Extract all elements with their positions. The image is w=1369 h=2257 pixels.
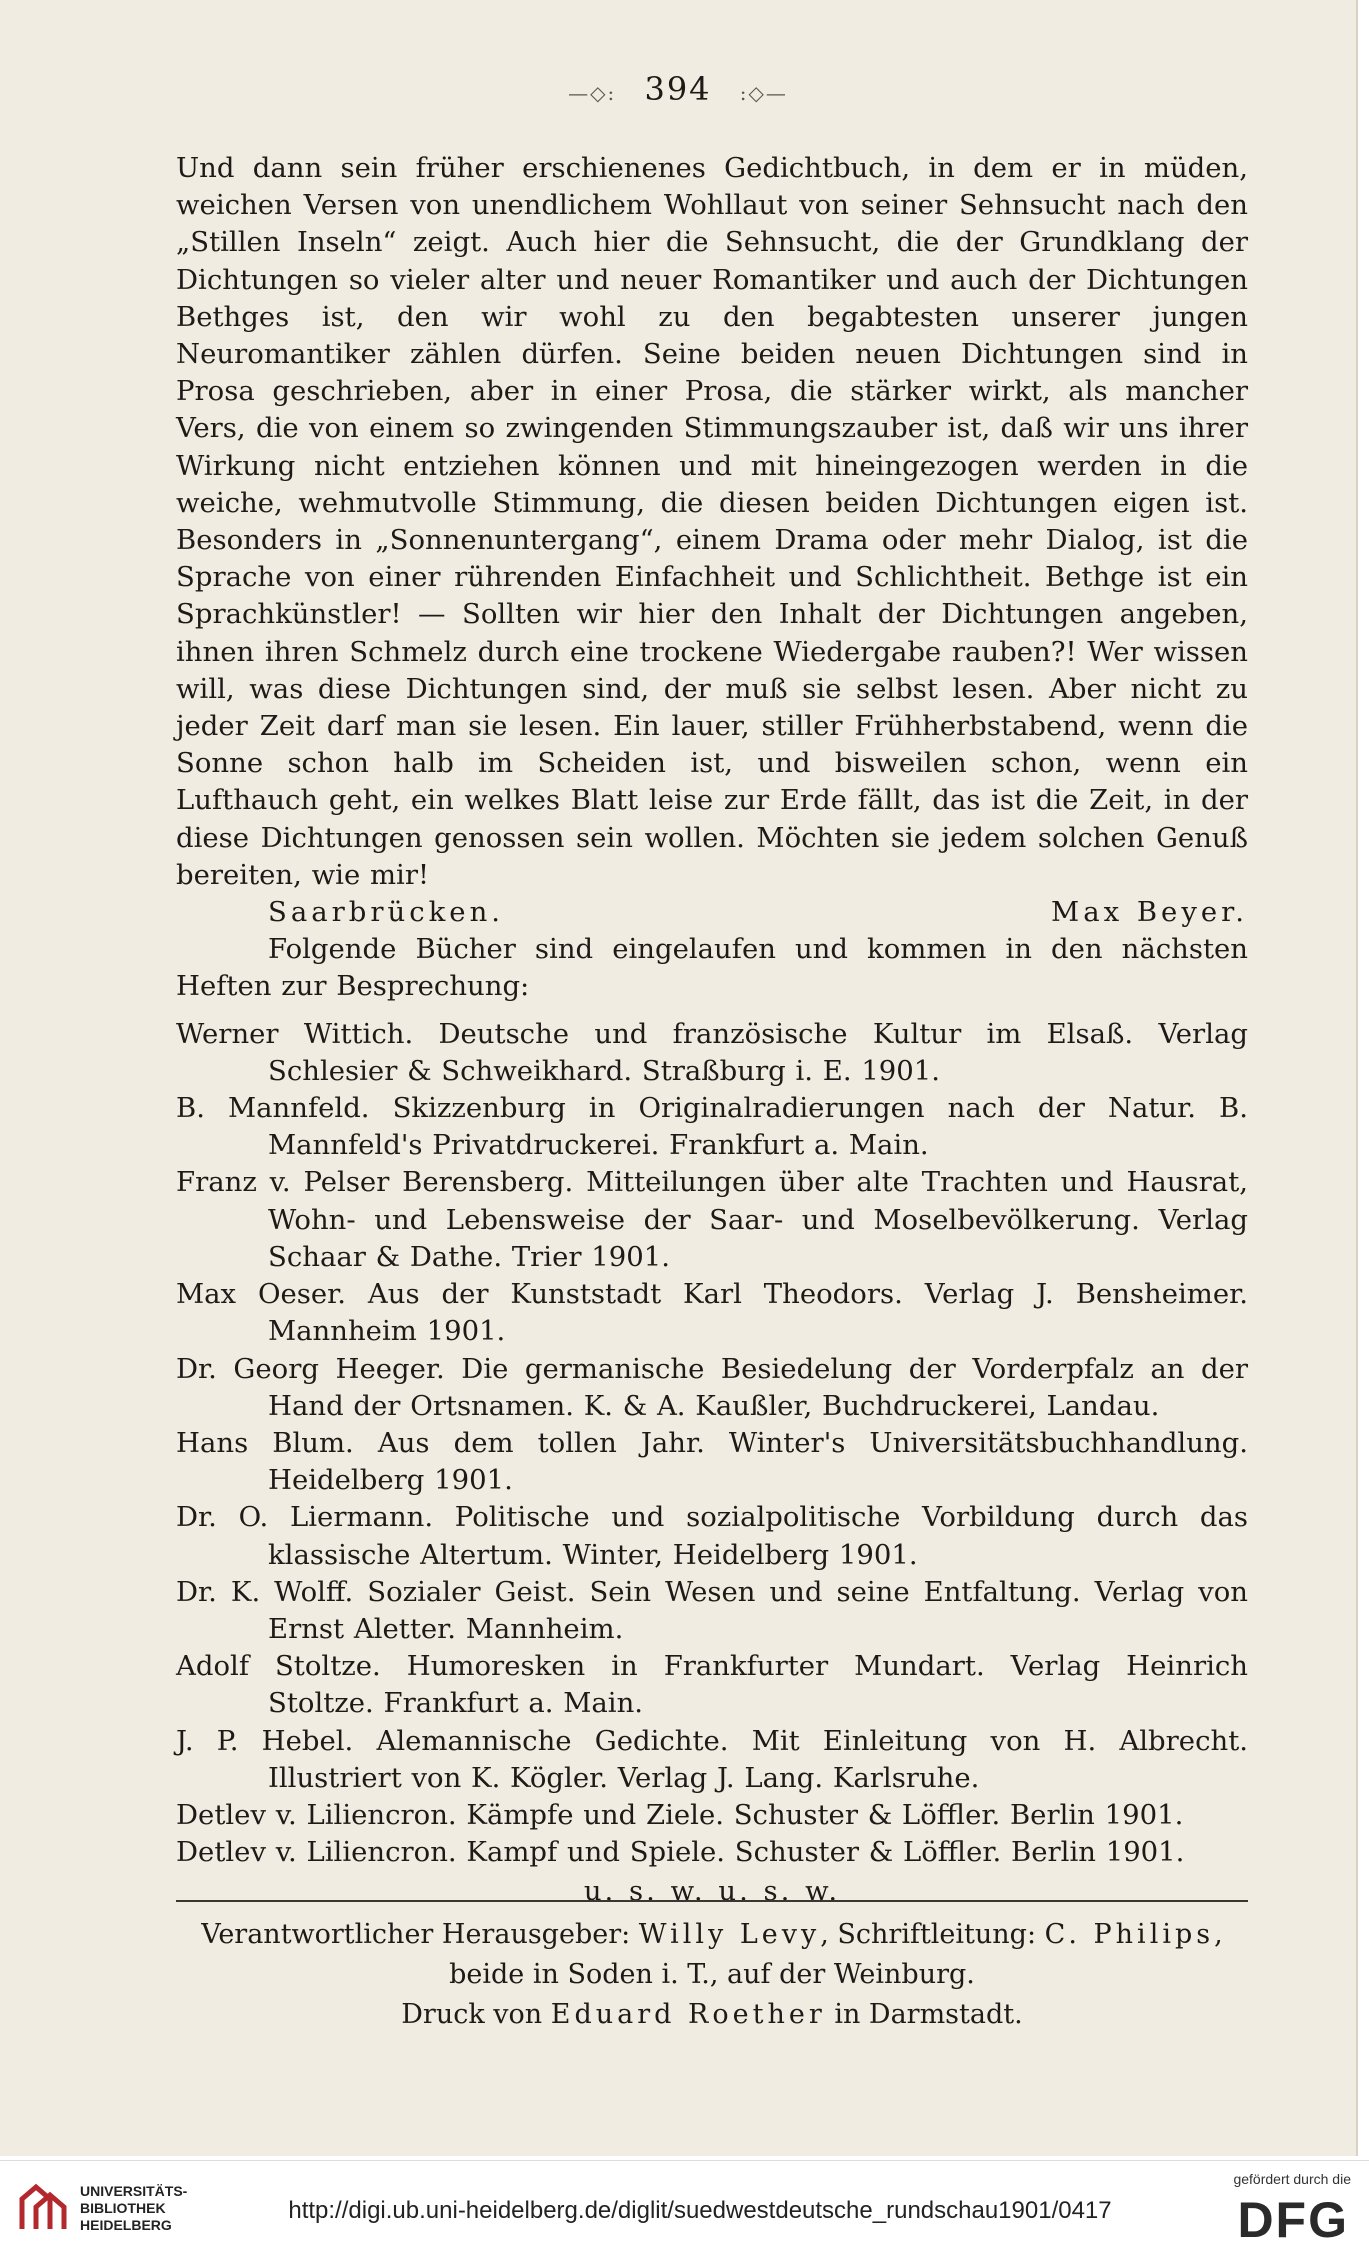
signature-row [176, 894, 1248, 931]
book-entry: Adolf Stoltze. Humoresken in Frankfurter Mundart. Verlag Heinrich Stoltze. Frankfurt a. Main. [176, 1650, 1248, 1720]
imprint-comma: , [1214, 1919, 1223, 1950]
book-entry: Detlev v. Liliencron. Kämpfe und Ziele. Schuster & Löffler. Berlin 1901. [176, 1798, 1184, 1831]
imprint-editor-2: C. Philips [1044, 1919, 1215, 1950]
library-name-line-2: BIBLIOTHEK [80, 2200, 166, 2216]
signature-place: Saarbrücken. [268, 896, 505, 929]
book-entry: J. P. Hebel. Alemannische Gedichte. Mit Einleitung von H. Albrecht. Illustriert von K. Kögler. Verlag J. Lang. Karlsruhe. [176, 1724, 1248, 1794]
viewer-footer [0, 2160, 1369, 2257]
imprint-editor: Willy Levy [638, 1919, 821, 1950]
page-number [0, 70, 1356, 108]
main-text [176, 150, 1248, 1911]
imprint-line-3 [176, 1995, 1248, 2035]
page-number-value: 394 [644, 70, 712, 108]
university-library-logo-icon [14, 2179, 72, 2237]
book-entry: Detlev v. Liliencron. Kampf und Spiele. Schuster & Löffler. Berlin 1901. [176, 1836, 1185, 1869]
library-name-line-3: HEIDELBERG [80, 2217, 172, 2233]
page-number-ornament-left: —◇: [568, 81, 617, 105]
book-entry: Franz v. Pelser Berensberg. Mitteilungen über alte Trachten und Hausrat, Wohn- und Lebensweise der Saar- und Moselbevölkerung. Verlag Schaar & Dathe. Trier 1901. [176, 1166, 1248, 1273]
book-entry: B. Mannfeld. Skizzenburg in Originalradierungen nach der Natur. B. Mannfeld's Privatdruckerei. Frankfurt a. Main. [176, 1092, 1248, 1162]
funding-label: gefördert durch die [1233, 2171, 1351, 2187]
imprint-print-label: Druck von [401, 1999, 551, 2030]
page-number-ornament-right: :◇— [739, 81, 788, 105]
book-entry: Hans Blum. Aus dem tollen Jahr. Winter's Universitätsbuchhandlung. Heidelberg 1901. [176, 1426, 1248, 1497]
book-entry: Dr. Georg Heeger. Die germanische Besiedelung der Vorderpfalz an der Hand der Ortsnamen. K. & A. Kaußler, Buchdruckerei, Landau. [176, 1352, 1248, 1422]
imprint-printer: Eduard Roether [550, 1999, 826, 2030]
permalink-url[interactable]: http://digi.ub.uni-heidelberg.de/diglit/suedwestdeutsche_rundschau1901/0417 [288, 2197, 1112, 2224]
book-entry: Werner Wittich. Deutsche und französische Kultur im Elsaß. Verlag Schlesier & Schweikhard. Straßburg i. E. 1901. [176, 1017, 1248, 1087]
library-name [80, 2183, 187, 2234]
book-list [176, 1016, 1248, 1872]
received-books-intro: Folgende Bücher sind eingelaufen und kommen in den nächsten Heften zur Besprechung: [176, 933, 1248, 1003]
imprint-label-2: , Schriftleitung: [820, 1919, 1045, 1950]
etc-line: u. s. w. u. s. w. [583, 1875, 841, 1908]
imprint-line-1 [176, 1915, 1248, 1955]
book-entry: Dr. O. Liermann. Politische und sozialpolitische Vorbildung durch das klassische Altertum. Winter, Heidelberg 1901. [176, 1501, 1248, 1571]
imprint-label: Verantwortlicher Herausgeber: [201, 1919, 639, 1950]
signature-author: Max Beyer. [1051, 896, 1248, 929]
library-name-line-1: UNIVERSITÄTS- [80, 2183, 188, 2199]
dfg-logo: DFG [1237, 2192, 1349, 2248]
imprint-city: in Darmstadt. [825, 1999, 1023, 2030]
imprint [176, 1915, 1248, 2035]
imprint-divider [176, 1900, 1248, 1902]
review-paragraph: Und dann sein früher erschienenes Gedichtbuch, in dem er in müden, weichen Versen von unendlichem Wohllaut von seiner Sehnsucht nach den „Stillen Inseln“ zeigt. Auch hier die Sehnsucht, die der Grundklang der Dichtungen so vieler alter und neuer Romantiker und auch der Dichtungen Bethges ist, den wir wohl zu den begabtesten unserer jungen Neuromantiker zählen dürfen. Seine beiden neuen Dichtungen sind in Prosa geschrieben, aber in einer Prosa, die stärker wirkt, als mancher Vers, die von einem so zwingenden Stimmungszauber ist, daß wir uns ihrer Wirkung nicht entziehen können und mit hineingezogen werden in die weiche, wehmutvolle Stimmung, die diesen beiden Dichtungen eigen ist. Besonders in „Sonnenuntergang“, einem Drama oder mehr Dialog, ist die Sprache von einer rührenden Einfachheit und Schlichtheit. Bethge ist ein Sprachkünstler! — Sollten wir hier den Inhalt der Dichtungen angeben, ihnen ihren Schmelz durch eine trockene Wiedergabe rauben?! Wer wissen will, was diese Dichtungen sind, der muß sie selbst lesen. Aber nicht zu jeder Zeit darf man sie lesen. Ein lauer, stiller Frühherbstabend, wenn die Sonne schon halb im Scheiden ist, und bisweilen schon, wenn ein Lufthauch geht, ein welkes Blatt leise zur Erde fällt, das ist die Zeit, in der diese Dichtungen genossen sein wollen. Möchten sie jedem solchen Genuß bereiten, wie mir! [176, 152, 1248, 891]
book-entry: Max Oeser. Aus der Kunststadt Karl Theodors. Verlag J. Bensheimer. Mannheim 1901. [176, 1278, 1248, 1348]
imprint-line-2: beide in Soden i. T., auf der Weinburg. [449, 1959, 975, 1990]
book-entry: Dr. K. Wolff. Sozialer Geist. Sein Wesen und seine Entfaltung. Verlag von Ernst Aletter. Mannheim. [176, 1575, 1248, 1645]
